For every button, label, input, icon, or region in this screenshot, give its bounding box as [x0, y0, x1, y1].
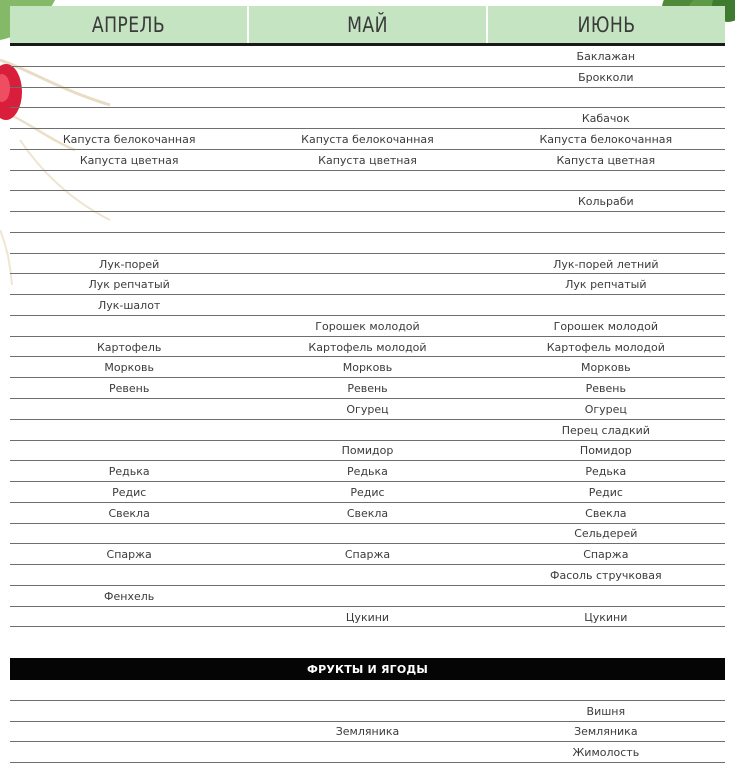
table-cell: Лук-порей — [99, 257, 160, 271]
table-cell: Огурец — [584, 402, 627, 416]
table-cell: Редька — [347, 465, 388, 479]
table-cell — [10, 441, 248, 461]
table-cell: Капуста белокочанная — [301, 132, 434, 146]
table-row — [10, 742, 725, 763]
table-cell: Капуста цветная — [318, 153, 417, 167]
table-cell: Редис — [112, 485, 147, 499]
table-row — [10, 461, 725, 482]
table-cell: Морковь — [104, 361, 154, 375]
table-cell — [248, 171, 486, 191]
header-divider — [247, 6, 249, 43]
header-divider — [486, 6, 488, 43]
table-row — [10, 129, 725, 150]
table-cell: Помидор — [341, 444, 394, 458]
table-cell — [10, 233, 248, 253]
table-row — [10, 586, 725, 607]
table-cell: Редька — [108, 465, 150, 479]
table-cell — [10, 191, 248, 211]
table-cell — [10, 524, 248, 544]
table-cell — [248, 565, 486, 585]
table-row — [10, 482, 725, 503]
table-row — [10, 254, 725, 275]
table-cell — [10, 399, 248, 419]
table-cell: Редька — [585, 465, 627, 479]
table-cell — [10, 607, 248, 627]
table-row — [10, 378, 725, 399]
table-cell — [487, 171, 725, 191]
table-cell — [487, 88, 725, 108]
table-cell: Редис — [588, 485, 623, 499]
table-cell: Морковь — [342, 361, 393, 375]
table-cell: Горошек молодой — [315, 319, 420, 333]
table-cell: Свекла — [585, 506, 627, 520]
table-row — [10, 191, 725, 212]
fruits-table — [10, 680, 725, 763]
table-cell — [487, 233, 725, 253]
table-cell — [487, 212, 725, 232]
table-cell: Картофель молодой — [308, 340, 427, 354]
table-row — [10, 701, 725, 722]
table-cell: Брокколи — [578, 70, 634, 84]
table-cell: Спаржа — [583, 548, 629, 562]
table-cell: Лук-порей летний — [553, 257, 659, 271]
table-cell — [487, 680, 725, 700]
table-row — [10, 357, 725, 378]
table-cell: Фасоль стручковая — [549, 569, 662, 583]
table-cell: Капуста белокочанная — [539, 132, 673, 146]
table-cell — [487, 586, 725, 606]
table-cell — [248, 742, 486, 762]
table-cell: Спаржа — [106, 548, 152, 562]
table-cell: Капуста цветная — [556, 153, 656, 167]
table-row — [10, 441, 725, 462]
table-row — [10, 108, 725, 129]
table-row — [10, 544, 725, 565]
table-cell — [248, 67, 486, 87]
table-cell — [248, 274, 486, 294]
table-row — [10, 399, 725, 420]
table-row — [10, 607, 725, 628]
table-row — [10, 171, 725, 192]
table-cell — [248, 254, 486, 274]
table-cell — [10, 108, 248, 128]
table-cell: Редис — [350, 485, 385, 499]
table-row — [10, 46, 725, 67]
table-cell: Перец сладкий — [561, 423, 650, 437]
table-cell — [248, 420, 486, 440]
table-row — [10, 233, 725, 254]
table-cell: Спаржа — [344, 548, 391, 562]
table-row — [10, 212, 725, 233]
table-row — [10, 274, 725, 295]
table-cell — [10, 742, 248, 762]
table-cell: Горошек молодой — [553, 319, 659, 333]
table-cell: Огурец — [346, 402, 389, 416]
table-cell: Жимолость — [572, 746, 640, 760]
table-cell — [10, 420, 248, 440]
table-cell — [248, 233, 486, 253]
table-cell: Свекла — [108, 506, 150, 520]
table-cell: Цукини — [345, 610, 390, 624]
table-cell: Лук репчатый — [565, 278, 647, 292]
table-cell: Помидор — [579, 444, 632, 458]
month-april: АПРЕЛЬ — [91, 12, 166, 37]
month-header — [10, 6, 725, 43]
table-cell — [248, 680, 486, 700]
table-cell: Кабачок — [581, 112, 630, 126]
table-cell — [248, 524, 486, 544]
table-cell — [248, 586, 486, 606]
table-cell: Картофель молодой — [546, 340, 665, 354]
table-cell: Фенхель — [104, 589, 155, 603]
fruits-section-header: ФРУКТЫ И ЯГОДЫ — [10, 658, 725, 680]
table-cell: Ревень — [585, 382, 626, 396]
table-cell — [10, 171, 248, 191]
table-row — [10, 316, 725, 337]
table-cell: Морковь — [581, 361, 631, 375]
table-row — [10, 150, 725, 171]
table-cell — [10, 46, 248, 66]
table-cell — [248, 46, 486, 66]
table-cell — [248, 88, 486, 108]
table-row — [10, 337, 725, 358]
table-cell — [248, 701, 486, 721]
table-cell: Ревень — [109, 382, 150, 396]
table-cell: Лук-шалот — [97, 299, 161, 313]
vegetables-table — [10, 46, 725, 627]
table-row — [10, 503, 725, 524]
table-row — [10, 88, 725, 109]
table-cell — [10, 67, 248, 87]
table-cell: Свекла — [346, 506, 389, 520]
table-row — [10, 295, 725, 316]
month-may: МАЙ — [347, 12, 388, 37]
table-cell: Картофель — [96, 340, 162, 354]
table-row — [10, 722, 725, 743]
table-cell — [10, 565, 248, 585]
table-cell — [248, 295, 486, 315]
table-cell: Вишня — [586, 704, 626, 718]
table-cell — [10, 212, 248, 232]
table-cell: Цукини — [584, 610, 628, 624]
table-cell — [248, 212, 486, 232]
table-cell: Баклажан — [576, 49, 636, 63]
table-cell: Лук репчатый — [88, 278, 170, 292]
table-cell — [248, 108, 486, 128]
table-cell — [10, 88, 248, 108]
month-june: ИЮНЬ — [577, 12, 636, 37]
table-cell — [10, 722, 248, 742]
table-cell — [10, 701, 248, 721]
table-cell: Земляника — [335, 725, 400, 739]
table-row — [10, 67, 725, 88]
table-row — [10, 524, 725, 545]
table-cell: Земляника — [574, 725, 638, 739]
table-cell: Сельдерей — [574, 527, 638, 541]
table-row — [10, 680, 725, 701]
table-cell — [10, 316, 248, 336]
table-cell: Капуста цветная — [79, 153, 179, 167]
table-cell — [10, 680, 248, 700]
table-cell: Ревень — [347, 382, 388, 396]
table-cell: Кольраби — [577, 195, 634, 209]
table-row — [10, 565, 725, 586]
table-cell: Капуста белокочанная — [62, 132, 196, 146]
table-cell — [248, 191, 486, 211]
table-cell — [487, 295, 725, 315]
table-row — [10, 420, 725, 441]
